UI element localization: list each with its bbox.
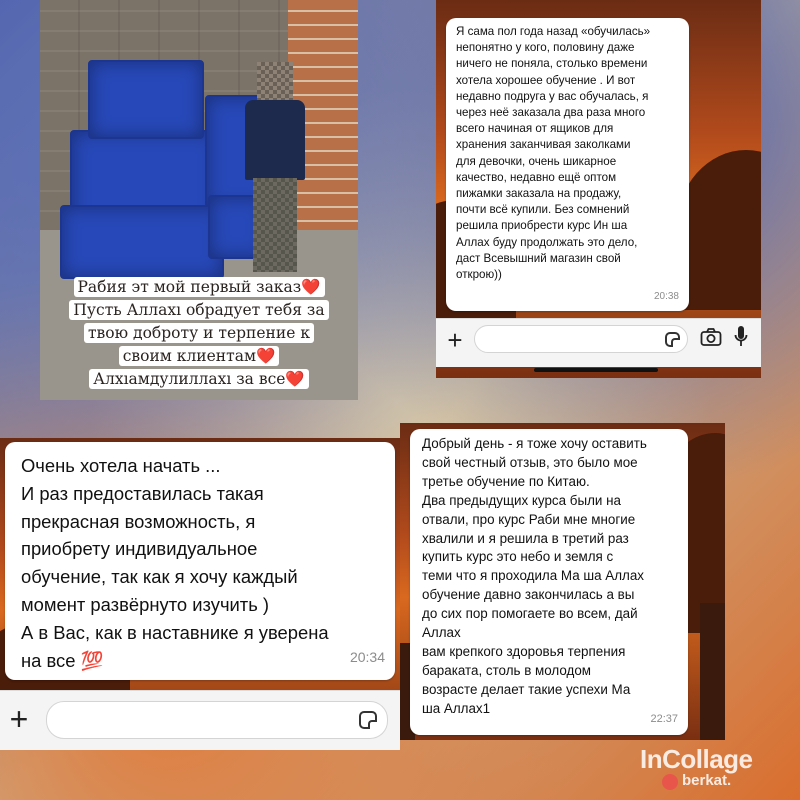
message-input[interactable] <box>46 701 388 739</box>
message-bubble: Добрый день - я тоже хочу оставить свой честный отзыв, это было мое третье обучение по Китаю. Два предыдущих курса были на отвали, про курс Раби мне многие хвалили и я решила в третий раз купить курс это небо и земля с теми что я проходила Ма ша Аллах обучение давно закончилась а вы до сих пор помогаете во всем, дай Аллах вам крепкого здоровья терпения бараката, столь в молодом возрасте делает такие успехи Ма ша Аллах1 22:37 <box>410 429 688 735</box>
chat-input-bar <box>0 690 400 750</box>
chat-screenshot-bottom-left <box>0 438 400 750</box>
microphone-icon[interactable] <box>734 325 748 349</box>
watermark-sub: berkat. <box>682 772 732 789</box>
message-bubble: Очень хотела начать ... И раз предоставилась такая прекрасная возможность, я приобрету индивидуальное обучение, так как я хочу каждый момент развёрнуто изучить ) А в Вас, как в наставнике я уверена на все 💯 20:34 <box>5 442 395 680</box>
watermark-brand: InCollage <box>640 744 753 774</box>
message-time: 20:38 <box>653 290 679 302</box>
camera-icon[interactable] <box>700 327 722 347</box>
blue-package <box>88 60 204 139</box>
plus-icon[interactable]: + <box>9 701 29 737</box>
sticker-icon[interactable] <box>359 711 377 729</box>
person-blurred <box>245 62 305 272</box>
message-input[interactable] <box>474 325 688 353</box>
incollage-watermark <box>640 744 790 794</box>
pixelated-face <box>257 62 293 102</box>
chat-screenshot-bottom-right <box>400 423 725 740</box>
photo-caption: Рабия эт мой первый заказ❤️ Пусть Аллахı обрадует тебя за твою доброту и терпение к своим клиентам❤️ Алхıамдулиллахı за все❤️ <box>44 276 354 391</box>
blue-package <box>60 205 224 279</box>
message-time: 22:37 <box>650 713 678 726</box>
chat-input-bar <box>436 318 761 367</box>
plus-icon[interactable]: + <box>447 325 463 355</box>
photo-panel <box>40 0 358 400</box>
chat-screenshot-top-right <box>436 0 761 378</box>
message-bubble: Я сама пол года назад «обучилась» непонятно у кого, половину даже ничего не поняла, столько времени хотела хорошее обучение . И вот недавно подруга у вас обучалась, я через неё заказала два раза много всего начиная от ящиков для хранения заканчивая заколками для девочки, очень шикарное качество, недавно ещё оптом пижамки заказала на продажу, почти всё купили. Без сомнений решила приобрести курс Ин ша Аллах буду продолжать это дело, даст Всевышний магазин свой открою)) 20:38 <box>446 18 689 311</box>
home-indicator <box>534 368 658 372</box>
message-time: 20:34 <box>349 649 385 666</box>
sticker-icon[interactable] <box>665 332 680 347</box>
berkat-logo-icon <box>662 774 678 790</box>
